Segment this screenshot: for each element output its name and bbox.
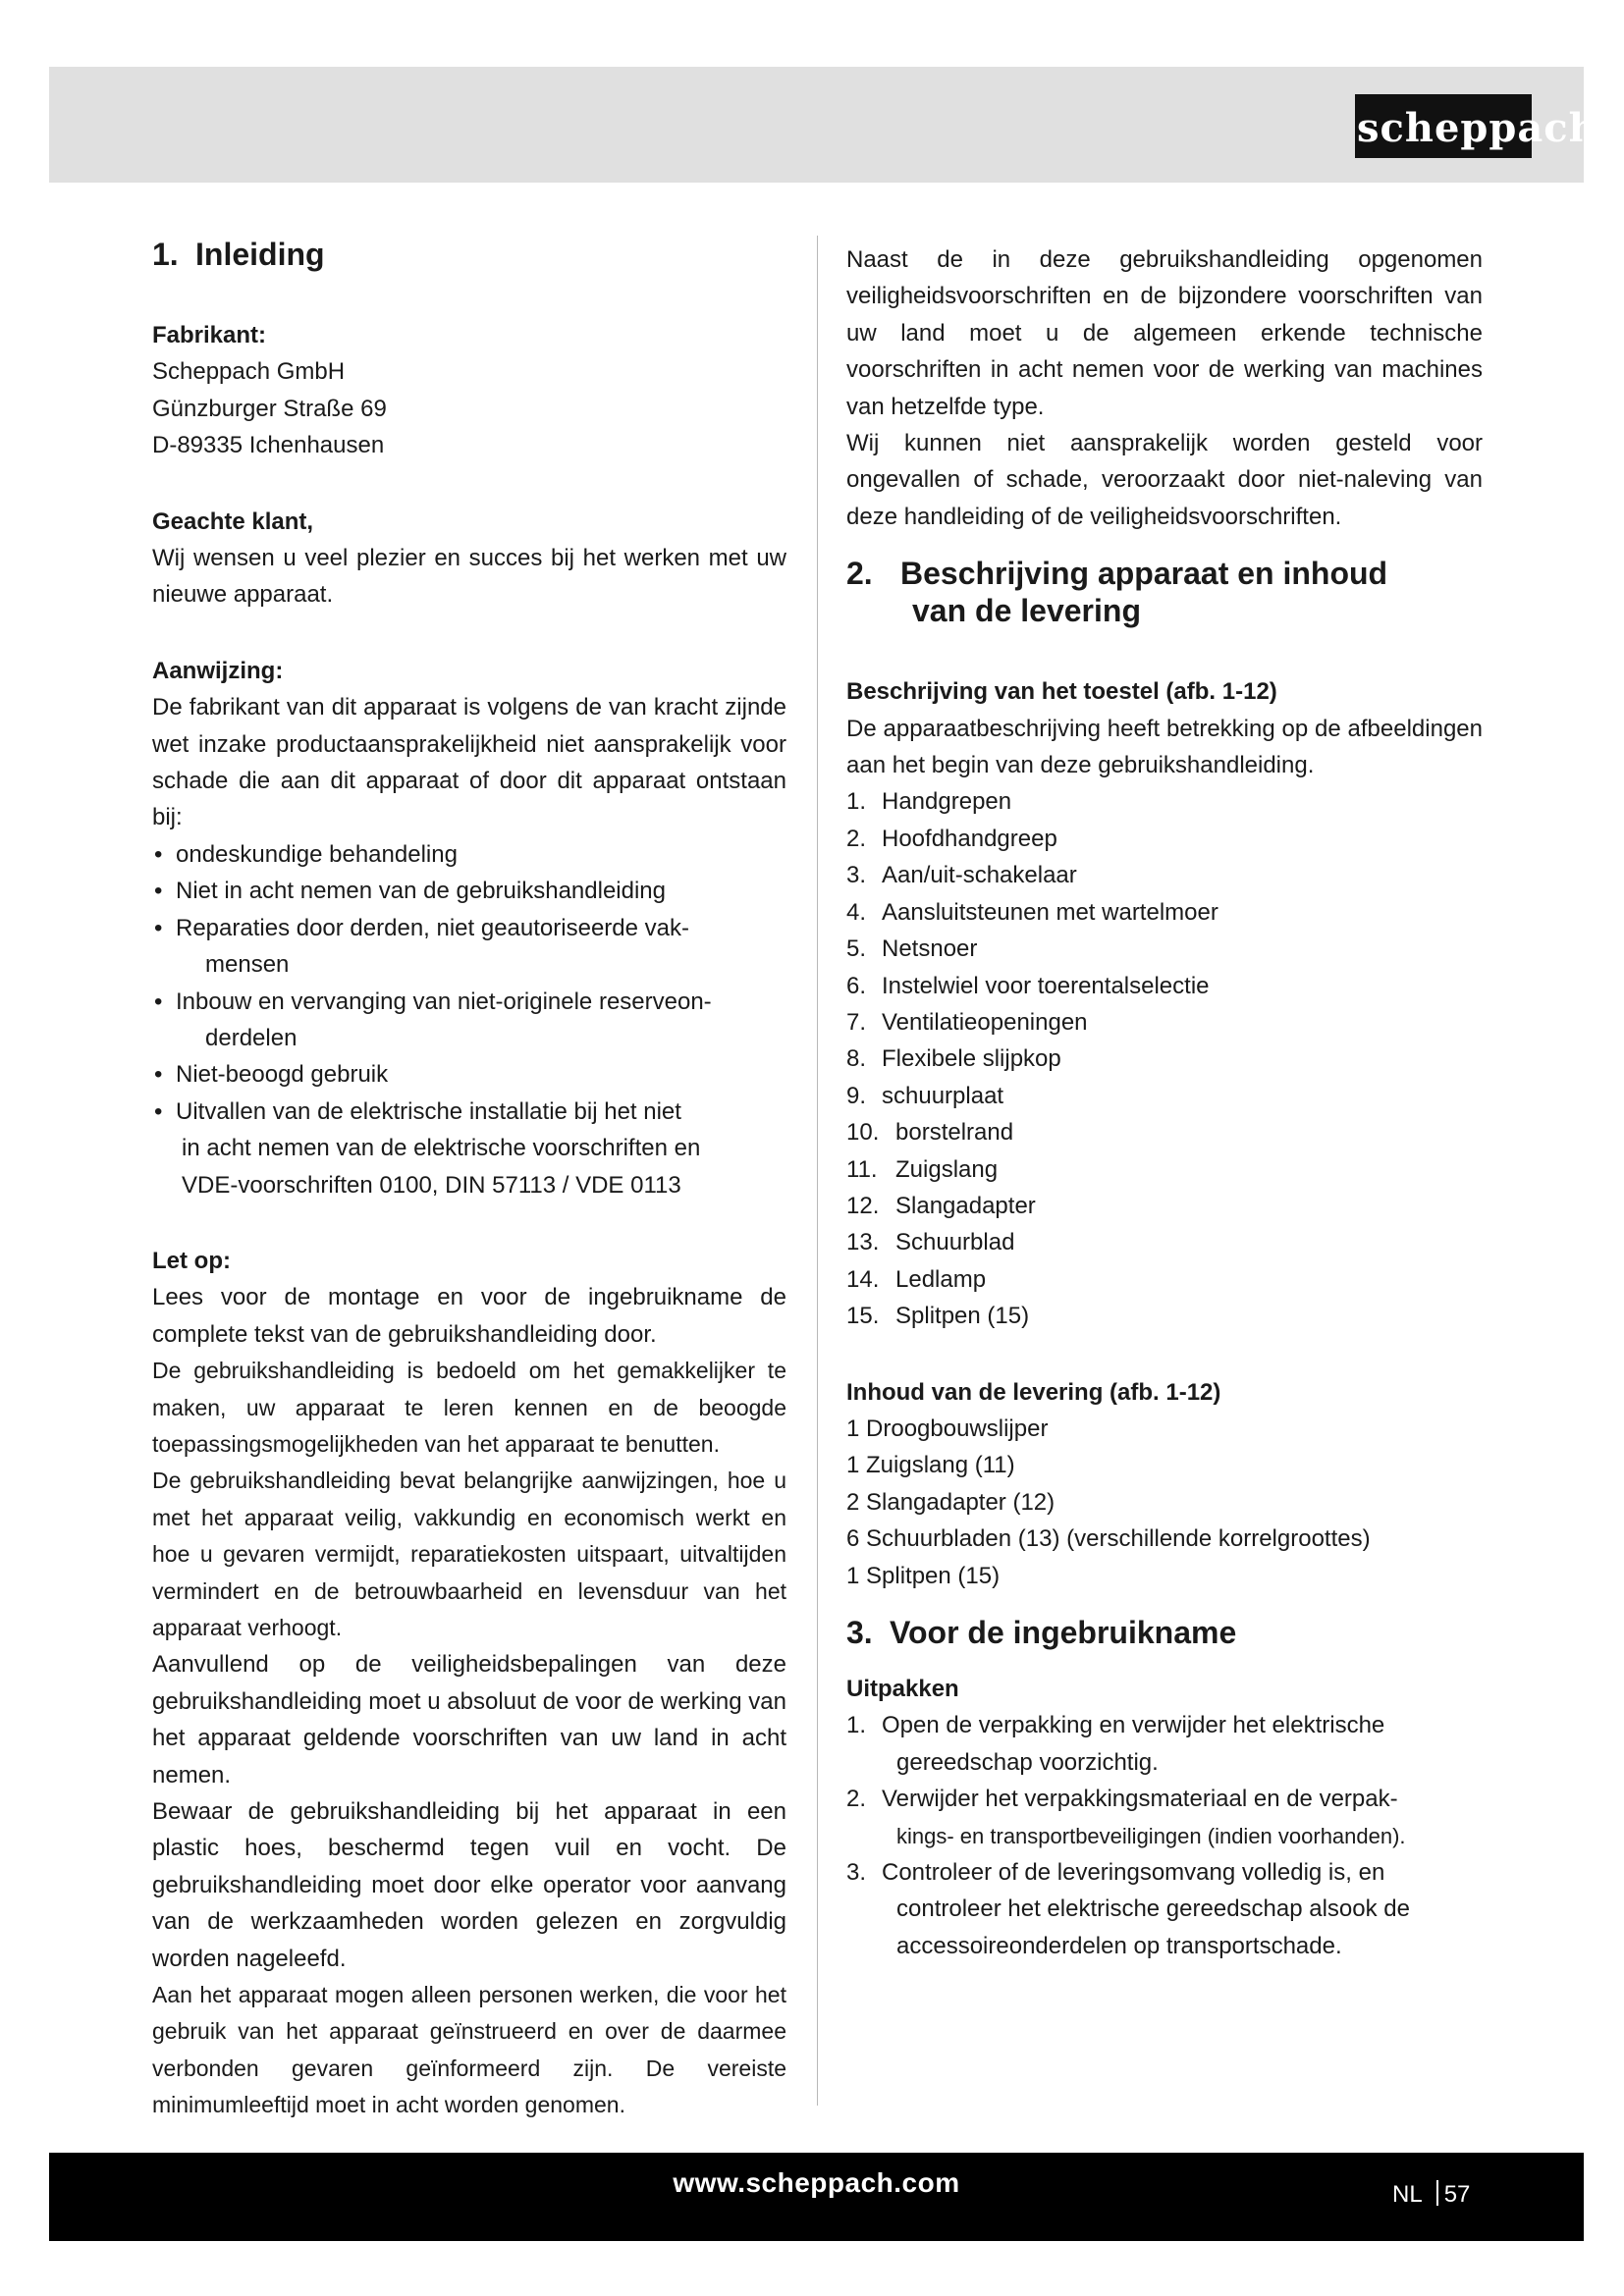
- contents-label: Inhoud van de levering (afb. 1-12): [846, 1378, 1221, 1406]
- list-item: 12. Slangadapter: [846, 1192, 1036, 1219]
- parts-list: [846, 783, 1483, 1334]
- notice-label: Aanwijzing:: [152, 657, 284, 684]
- caution-paragraph: De gebruikshandleiding is bedoeld om het gemakkelijker te maken, uw apparaat te leren kennen en de beoogde toepassingsmogelijkheden van het apparaat te benutten.: [152, 1358, 786, 1457]
- contents-item: 1 Splitpen (15): [846, 1562, 1001, 1589]
- contents-item: 1 Droogbouwslijper: [846, 1415, 1049, 1442]
- page-number: NL 57: [1392, 2181, 1471, 2208]
- column-divider: [817, 236, 818, 2106]
- customer-label: Geachte klant,: [152, 507, 314, 535]
- list-item: 2. Verwijder het verpakkingsmateriaal en de verpak- kings- en transportbeveiligingen (indien voorhanden).: [846, 1786, 1406, 1848]
- list-item: 4. Aansluitsteunen met wartelmoer: [846, 898, 1218, 926]
- list-item: 3. Controleer of de leveringsomvang volledig is, en controleer het elektrische gereedschap alsook de accessoireonderdelen op transportschade.: [846, 1859, 1410, 1959]
- bullet-item: • Niet in acht nemen van de gebruikshandleiding: [154, 878, 666, 905]
- caution-paragraph: Bewaar de gebruikshandleiding bij het apparaat in een plastic hoes, beschermd tegen vuil en vocht. De gebruikshandleiding moet door elke operator voor aanvang van de werkzaamheden worden gelezen en zorgvuldig worden nageleefd.: [152, 1798, 786, 1972]
- list-item: 2. Hoofdhandgreep: [846, 825, 1057, 852]
- customer-text: Wij wensen u veel plezier en succes bij het werken met uw nieuwe apparaat.: [152, 545, 786, 609]
- notice-text: De fabrikant van dit apparaat is volgens de van kracht zijnde wet inzake productaansprakelijkheid niet aansprakelijk voor schade die aan dit apparaat of door dit apparaat ontstaan bij:: [152, 694, 786, 831]
- list-item: 15. Splitpen (15): [846, 1303, 1030, 1330]
- manufacturer-label: Fabrikant:: [152, 322, 267, 348]
- list-item: 7. Ventilatieopeningen: [846, 1008, 1088, 1036]
- footer-url[interactable]: www.scheppach.com: [673, 2167, 960, 2198]
- list-item: 11. Zuigslang: [846, 1155, 999, 1183]
- section-heading-3: 3. Voor de ingebruikname: [846, 1615, 1237, 1650]
- intro-paragraph: Wij kunnen niet aansprakelijk worden gesteld voor ongevallen of schade, veroorzaakt door niet-naleving van deze handleiding of de veiligheidsvoorschriften.: [846, 430, 1483, 530]
- list-item: 9. schuurplaat: [846, 1082, 1004, 1109]
- list-item: 14. Ledlamp: [846, 1265, 987, 1293]
- contents-item: 1 Zuigslang (11): [846, 1452, 1015, 1479]
- contents-item: 2 Slangadapter (12): [846, 1488, 1056, 1516]
- caution-label: Let op:: [152, 1247, 231, 1274]
- list-item: 6. Instelwiel voor toerentalselectie: [846, 972, 1210, 999]
- unpacking-label: Uitpakken: [846, 1676, 959, 1702]
- description-text: De apparaatbeschrijving heeft betrekking op de afbeeldingen aan het begin van deze gebruikshandleiding.: [846, 715, 1483, 779]
- bullet-item: • ondeskundige behandeling: [154, 840, 458, 868]
- list-item: 5. Netsnoer: [846, 935, 978, 963]
- list-item: 13. Schuurblad: [846, 1229, 1015, 1256]
- brand-logo: scheppach: [1355, 94, 1532, 158]
- list-item: 10. borstelrand: [846, 1119, 1014, 1147]
- contents-item: 6 Schuurbladen (13) (verschillende korrelgroottes): [846, 1525, 1371, 1553]
- bullet-item: • Reparaties door derden, niet geautoriseerde vak- mensen: [154, 914, 689, 979]
- caution-paragraph: Aan het apparaat mogen alleen personen werken, die voor het gebruik van het apparaat geïnstrueerd en over de daarmee verbonden gevaren geïnformeerd zijn. De vereiste minimumleeftijd moet in acht worden genomen.: [152, 1982, 786, 2118]
- manufacturer-line: D-89335 Ichenhausen: [152, 432, 385, 459]
- footer-bar: [49, 2153, 1584, 2241]
- manufacturer-line: Günzburger Straße 69: [152, 395, 387, 422]
- unpacking-steps: [846, 1707, 1483, 1964]
- bullet-item: • Inbouw en vervanging van niet-originele reserveon- derdelen: [154, 988, 712, 1051]
- left-column: [152, 236, 786, 2124]
- header-band: [49, 67, 1584, 183]
- bullet-item: • Niet-beoogd gebruik: [154, 1061, 389, 1089]
- section-heading-2: 2. Beschrijving apparaat en inhoud van de levering: [846, 556, 1388, 629]
- list-item: 8. Flexibele slijpkop: [846, 1045, 1061, 1073]
- intro-paragraph: Naast de in deze gebruikshandleiding opgenomen veiligheidsvoorschriften en de bijzondere voorschriften van uw land moet u de algemeen erkende technische voorschriften in acht nemen voor de werking van machines van hetzelfde type.: [846, 246, 1483, 420]
- caution-paragraph: De gebruikshandleiding bevat belangrijke aanwijzingen, hoe u met het apparaat veilig, vakkundig en economisch werkt en hoe u gevaren vermijdt, reparatiekosten uitspaart, uitvaltijden vermindert en de betrouwbaarheid en levensduur van het apparaat verhoogt.: [152, 1468, 786, 1640]
- list-item: 1. Handgrepen: [846, 788, 1012, 816]
- caution-paragraph: Lees voor de montage en voor de ingebruikname de complete tekst van de gebruikshandleiding door.: [152, 1284, 786, 1348]
- description-label: Beschrijving van het toestel (afb. 1-12): [846, 678, 1277, 706]
- section-heading-1: 1. Inleiding: [152, 237, 325, 272]
- list-item: 3. Aan/uit-schakelaar: [846, 862, 1077, 889]
- notice-bullet-list: [152, 836, 786, 1203]
- bullet-item: • Uitvallen van de elektrische installatie bij het niet in acht nemen van de elektrische voorschriften en VDE-voorschriften 0100, DIN 57113 / VDE 0113: [154, 1097, 701, 1199]
- list-item: 1. Open de verpakking en verwijder het elektrische gereedschap voorzichtig.: [846, 1712, 1385, 1776]
- manufacturer-line: Scheppach GmbH: [152, 358, 346, 386]
- right-column: [846, 236, 1483, 1964]
- caution-paragraph: Aanvullend op de veiligheidsbepalingen van deze gebruikshandleiding moet u absoluut de voor de werking van het apparaat geldende voorschriften van uw land in acht nemen.: [152, 1651, 786, 1789]
